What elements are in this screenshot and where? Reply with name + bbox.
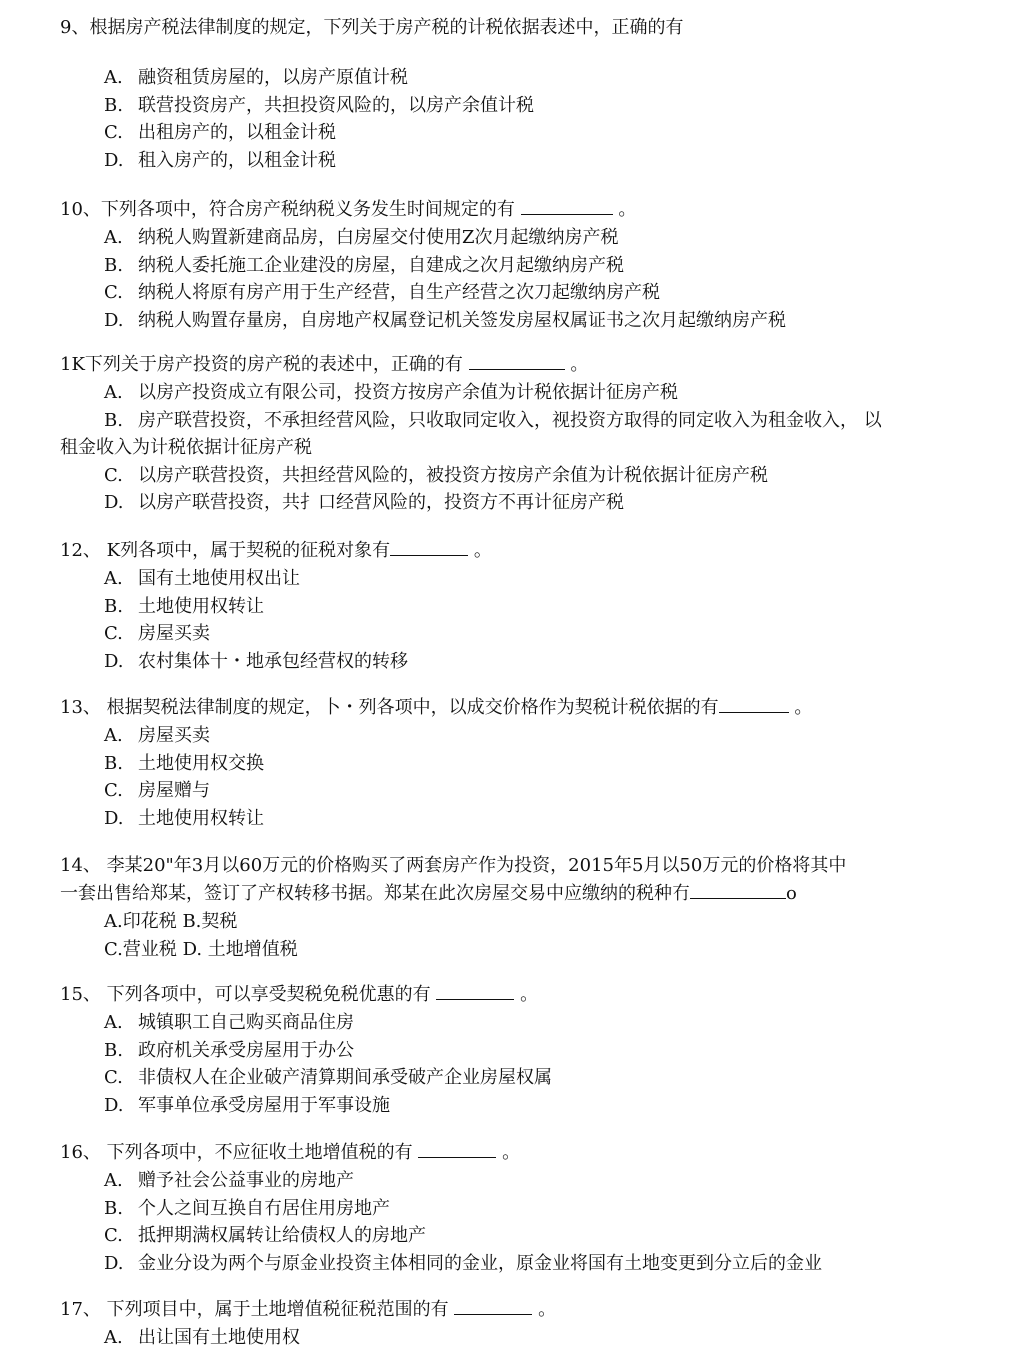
- option-text: 土地使用权转让: [138, 807, 264, 829]
- option-letter: B.: [104, 254, 123, 276]
- answer-blank: [390, 537, 468, 556]
- option-text: 金业分设为两个与原金业投资主体相同的金业，原金业将国有土地变更到分立后的金业: [138, 1252, 822, 1274]
- answer-blank: [690, 880, 786, 899]
- question-stem: 9、根据房产税法律制度的规定，下列关于房产税的计税依据表述中，正确的有: [60, 17, 684, 38]
- option-text: 房产联营投资，不承担经营风险，只收取同定收入，视投资方取得的同定收入为租金收入， 以: [138, 409, 882, 431]
- option-letter: B.: [104, 94, 123, 116]
- option-d: [60, 1092, 980, 1120]
- option-a: [60, 1009, 980, 1037]
- option-letter: B.: [104, 1039, 123, 1061]
- option-c: [60, 1064, 980, 1092]
- answer-blank: [469, 351, 565, 370]
- option-a: [60, 224, 980, 252]
- answer-blank: [521, 196, 613, 215]
- option-b: [60, 252, 980, 280]
- question-11: [60, 351, 980, 517]
- question-stem: [60, 196, 980, 224]
- question-15: [60, 981, 980, 1119]
- option-c: [60, 279, 980, 307]
- option-letter: D.: [104, 149, 124, 171]
- option-text: 纳税人购置新建商品房，白房屋交付使用Z次月起缴纳房产税: [138, 227, 619, 248]
- option-a: [60, 1324, 980, 1352]
- option-text: 抵押期满权属转让给债权人的房地产: [138, 1225, 426, 1246]
- option-letter: C.: [104, 282, 123, 303]
- stem-text: 1K下列关于房产投资的房产税的表述中，正确的有: [60, 354, 463, 375]
- option-b: [60, 1195, 980, 1223]
- option-letter: A.: [104, 227, 123, 248]
- stem-end: 。: [570, 354, 589, 375]
- option-b: [60, 92, 980, 120]
- option-letter: C.: [104, 1067, 123, 1088]
- option-text: 纳税人购置存量房，自房地产权属登记机关签发房屋权属证书之次月起缴纳房产税: [138, 309, 786, 331]
- option-text: 城镇职工自己购买商品住房: [138, 1012, 354, 1033]
- combined-options-cd: C.营业税 D. 土地增值税: [104, 939, 298, 960]
- stem-text: 16、 下列各项中，不应征收土地增值税的有: [60, 1142, 413, 1163]
- stem-end: 。: [502, 1142, 521, 1163]
- option-text: 政府机关承受房屋用于办公: [138, 1039, 354, 1061]
- question-stem-line-2: [60, 880, 980, 908]
- question-16: [60, 1139, 980, 1277]
- option-d: [60, 147, 980, 175]
- option-b: [60, 1037, 980, 1065]
- option-letter: B.: [104, 1197, 123, 1219]
- option-d: [60, 489, 980, 517]
- option-b-continuation: 租金收入为计税依据计征房产税: [60, 437, 312, 458]
- option-text: 赠予社会公益事业的房地产: [138, 1170, 354, 1191]
- question-stem-line-1: 14、 李某20"年3月以60万元的价格购买了两套房产作为投资，2015年5月以50万元的价格将其中: [60, 855, 847, 876]
- option-a: [60, 1167, 980, 1195]
- option-text: 房屋买卖: [138, 725, 210, 746]
- option-d: [60, 805, 980, 833]
- option-c: [60, 1222, 980, 1250]
- question-10: [60, 196, 980, 334]
- option-letter: D.: [104, 309, 124, 331]
- combined-options-ab: A.印花税 B.契税: [104, 911, 238, 932]
- option-text: 房屋赠与: [138, 780, 210, 801]
- stem-end: 。: [538, 1299, 557, 1320]
- stem-text: 17、 下列项目中，属于土地增值税征税范围的有: [60, 1299, 449, 1320]
- option-text: 租入房产的，以租金计税: [138, 149, 336, 171]
- option-b: [60, 750, 980, 778]
- question-14: [60, 852, 980, 964]
- stem-text: 13、 根据契税法律制度的规定，卜・列各项中，以成交价格作为契税计税依据的有: [60, 697, 719, 718]
- option-letter: A.: [104, 382, 123, 403]
- question-stem: [60, 981, 980, 1009]
- option-text: 非债权人在企业破产清算期间承受破产企业房屋权属: [138, 1067, 552, 1088]
- option-letter: A.: [104, 725, 123, 746]
- option-text: 国有土地使用权出让: [138, 568, 300, 589]
- question-stem: [60, 351, 980, 379]
- question-12: [60, 537, 980, 675]
- question-stem: [60, 537, 980, 565]
- question-9: [60, 14, 980, 174]
- option-text: 纳税人委托施工企业建没的房屋，自建成之次月起缴纳房产税: [138, 254, 624, 276]
- option-d: [60, 648, 980, 676]
- option-a: [60, 722, 980, 750]
- stem-end: 。: [520, 984, 539, 1005]
- question-stem: [60, 1139, 980, 1167]
- answer-blank: [418, 1139, 496, 1158]
- question-stem: [60, 1296, 980, 1324]
- option-letter: D.: [104, 1094, 124, 1116]
- option-letter: C.: [104, 623, 123, 644]
- stem-end: 。: [618, 199, 637, 220]
- option-letter: C.: [104, 1225, 123, 1246]
- answer-blank: [454, 1296, 532, 1315]
- option-c: [60, 119, 980, 147]
- question-13: [60, 694, 980, 832]
- option-c: [60, 462, 980, 490]
- stem-text: 一套出售给郑某，签订了产权转移书据。郑某在此次房屋交易中应缴纳的税种冇: [60, 883, 690, 904]
- option-text: 联营投资房产，共担投资风险的，以房产余值计税: [138, 94, 534, 116]
- option-text: 出租房产的，以租金计税: [138, 122, 336, 143]
- option-text: 军事单位承受房屋用于军事设施: [138, 1094, 390, 1116]
- option-letter: B.: [104, 595, 123, 617]
- option-text: 出让国有土地使用权: [138, 1327, 300, 1348]
- option-text: 个人之间互换自冇居住用房地产: [138, 1197, 390, 1219]
- option-a: [60, 565, 980, 593]
- answer-blank: [719, 694, 789, 713]
- stem-end: o: [786, 883, 797, 904]
- option-letter: A.: [104, 1327, 123, 1348]
- option-letter: D.: [104, 492, 124, 513]
- option-letter: C.: [104, 780, 123, 801]
- option-text: 土地使用权转让: [138, 595, 264, 617]
- option-a: [60, 64, 980, 92]
- option-letter: A.: [104, 1170, 123, 1191]
- option-letter: D.: [104, 807, 124, 829]
- option-c: [60, 620, 980, 648]
- option-d: [60, 1250, 980, 1278]
- stem-text: 10、下列各项中，符合房产税纳税义务发生时间规定的有: [60, 199, 515, 220]
- option-text: 土地使用权交换: [138, 752, 264, 774]
- option-text: 房屋买卖: [138, 623, 210, 644]
- option-letter: A.: [104, 568, 123, 589]
- option-letter: B.: [104, 752, 123, 774]
- option-b: [60, 407, 980, 435]
- option-d: [60, 307, 980, 335]
- question-stem: [60, 694, 980, 722]
- option-letter: C.: [104, 122, 123, 143]
- option-letter: C.: [104, 464, 123, 486]
- option-text: 以房产联营投资，共扌口经营风险的，投资方不再计征房产税: [138, 492, 624, 513]
- option-text: 融资租赁房屋的，以房产原值计税: [138, 67, 408, 88]
- option-c: [60, 777, 980, 805]
- stem-text: 12、 K列各项中，属于契税的征税对象有: [60, 540, 391, 561]
- question-17: [60, 1296, 980, 1352]
- answer-blank: [436, 981, 514, 1000]
- stem-end: 。: [473, 540, 492, 561]
- option-text: 以房产投资成立有限公司，投资方按房产余值为计税依据计征房产税: [138, 382, 678, 403]
- stem-end: 。: [794, 697, 813, 718]
- option-letter: B.: [104, 409, 123, 431]
- stem-text: 15、 下列各项中，可以享受契税免税优惠的有: [60, 984, 431, 1005]
- option-letter: A.: [104, 1012, 123, 1033]
- option-text: 以房产联营投资，共担经营风险的，被投资方按房产余值为计税依据计征房产税: [138, 464, 768, 486]
- option-text: 纳税人将原有房产用于生产经营，自生产经营之次刀起缴纳房产税: [138, 282, 660, 303]
- option-letter: A.: [104, 67, 123, 88]
- option-b: [60, 593, 980, 621]
- option-text: 农村集体十・地承包经营权的转移: [138, 650, 408, 672]
- option-letter: D.: [104, 1252, 124, 1274]
- option-letter: D.: [104, 650, 124, 672]
- option-a: [60, 379, 980, 407]
